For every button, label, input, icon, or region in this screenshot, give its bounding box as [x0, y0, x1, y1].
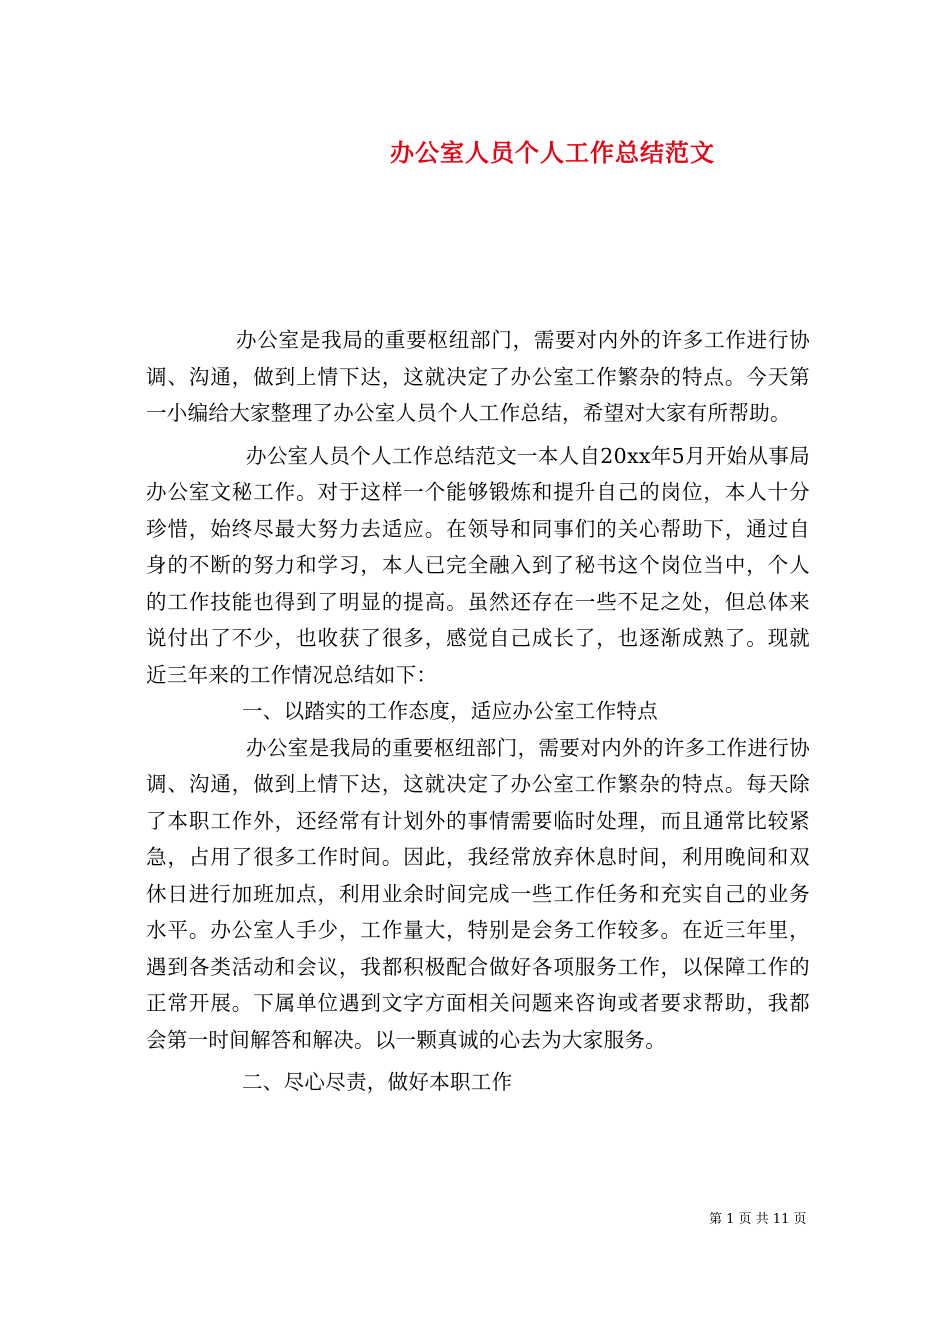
section-heading-two: 二、尽心尽责，做好本职工作 — [242, 1070, 513, 1094]
document-body — [146, 322, 810, 1101]
paragraph-section-one: 办公室是我局的重要枢纽部门，需要对内外的许多工作进行协调、沟通，做到上情下达，这就决定了办公室工作繁杂的特点。每天除了本职工作外，还经常有计划外的事情需要临时处理，而且通常比较紧急，占用了很多工作时间。因此，我经常放弃休息时间，利用晚间和双休日进行加班加点，利用业余时间完成一些工作任务和充实自己的业务水平。办公室人手少，工作量大，特别是会务工作较多。在近三年里，遇到各类活动和会议，我都积极配合做好各项服务工作，以保障工作的正常开展。下属单位遇到文字方面相关问题来咨询或者要求帮助，我都会第一时间解答和解决。以一颗真诚的心去为大家服务。 — [146, 735, 810, 1052]
document-title: 办公室人员个人工作总结范文 — [390, 138, 715, 167]
paragraph-intro: 办公室是我局的重要枢纽部门，需要对内外的许多工作进行协调、沟通，做到上情下达，这就决定了办公室工作繁杂的特点。今天第一小编给大家整理了办公室人员个人工作总结，希望对大家有所帮助。 — [146, 328, 810, 425]
section-heading-one: 一、以踏实的工作态度，适应办公室工作特点 — [242, 699, 658, 723]
page-number-footer: 第 1 页 共 11 页 — [709, 1212, 807, 1227]
paragraph-sample-one: 办公室人员个人工作总结范文一本人自20xx年5月开始从事局办公室文秘工作。对于这样一个能够锻炼和提升自己的岗位，本人十分珍惜，始终尽最大努力去适应。在领导和同事们的关心帮助下，通过自身的不断的努力和学习，本人已完全融入到了秘书这个岗位当中，个人的工作技能也得到了明显的提高。虽然还存在一些不足之处，但总体来说付出了不少，也收获了很多，感觉自己成长了，也逐渐成熟了。现就近三年来的工作情况总结如下： — [146, 443, 810, 687]
